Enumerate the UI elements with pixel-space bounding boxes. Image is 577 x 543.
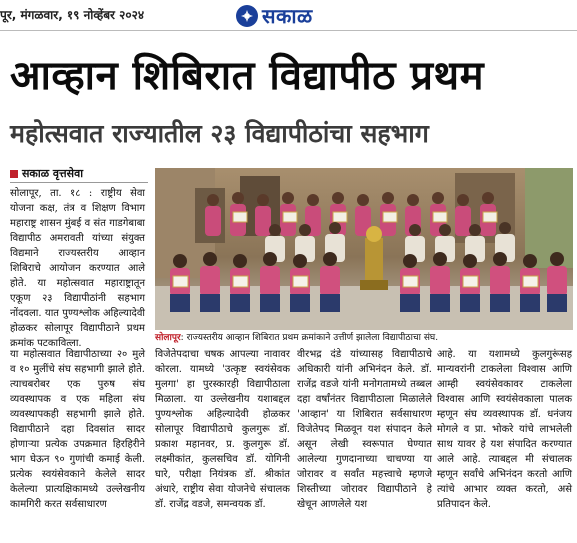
dateline: पूर, मंगळवार, १९ नोव्हेंबर २०२४ xyxy=(0,8,145,22)
body-column-4: आहे. या यशामध्ये कुलगुरूंसह मान्यवरांनी टाकलेला विश्वास आणि आम्ही स्वयंसेवकावर टाकलेला विश्वास आणि स्वयंसेवकाला पालक म्हणून संघ व्यवस्थापक डॉ. धनंजय मोगले व प्रा. भोकरे यांचे लाभलेली साथ यावर हे यश संपादित करण्यात आले आहे. त्याबद्दल मी संचालक म्हणून सर्वांचे अभिनंदन करतो आणि त्यांचे आभार व्यक्त करतो, असे प्रतिपादन केले. xyxy=(437,349,572,510)
lead-paragraph: सोलापूर, ता. १८ : राष्ट्रीय सेवा योजना कक्ष, तंत्र व शिक्षण विभाग महाराष्ट्र शासन मुंबई व संत गाडगेबाबा विद्यापीठ अमरावती यांच्या संयुक्त विद्यमाने राज्यस्तरीय आव्हान शिबिराचे आयोजन करण्यात आले होते. या महोत्सवात महाराष्ट्रातून एकूण २३ विद्यापीठांनी सहभाग नोंदवला. यात पुण्यश्लोक अहिल्यादेवी होळकर सोलापूर विद्यापीठाने प्रथम क्रमांक पटकावित्ला. xyxy=(10,188,145,349)
headline: आव्हान शिबिरात विद्यापीठ प्रथम xyxy=(10,53,485,99)
source-marker-icon xyxy=(10,170,18,178)
body-column-1: या महोत्सवात विद्यापीठाच्या २० मुले व १० मुलींचे संघ सहभागी झाले होते. त्याचबरोबर एक पुरुष संघ व्यवस्थापक व एक महिला संघ व्यवस्थापकही सहभागी झाले होते. विद्यापीठाने दहा दिवसांत सादर होणाऱ्या प्रत्येक उपक्रमात हिरहिरीने भाग घेऊन ९० गुणांची कमाई केली. प्रत्येक स्वयंसेवकाने केलेले सादर केलेल्या प्रात्यक्षिकामध्ये उल्लेखनीय कामगिरी करत सर्वसाधारण xyxy=(10,349,145,510)
team-photo-illustration xyxy=(155,168,573,330)
photo-caption xyxy=(155,331,573,345)
caption-place: सोलापूर xyxy=(155,333,181,343)
news-source xyxy=(10,166,83,181)
brand xyxy=(236,2,313,29)
caption-separator: : xyxy=(180,333,187,343)
subheadline: महोत्सवात राज्यातील २३ विद्यापीठांचा सहभाग xyxy=(10,119,429,148)
masthead xyxy=(0,0,577,31)
sakal-logo-icon xyxy=(236,5,258,27)
body-column-2: विजेतेपदाचा चषक आपल्या नावावर कोरला. यामध्ये 'उत्कृष्ट स्वयंसेवक मुलगा' हा पुरस्कारही विद्यापीठाला मिळाला. या उल्लेखनीय यशाबद्दल पुण्यश्लोक अहिल्यादेवी होळकर सोलापूर विद्यापीठाचे कुलगुरू डॉ. प्रकाश महानवर, प्र. कुलगुरू डॉ. लक्ष्मीकांत, कुलसचिव डॉ. योगिनी घारे, परीक्षा नियंत्रक डॉ. श्रीकांत अंधारे, राष्ट्रीय सेवा योजनेचे संचालक डॉ. राजेंद्र वडजे, समन्वयक डॉ. xyxy=(155,349,290,510)
divider xyxy=(10,182,148,183)
team-photo xyxy=(155,168,573,330)
source-label: सकाळ वृत्तसेवा xyxy=(22,167,84,180)
caption-text: राज्यस्तरीय आव्हान शिबिरात प्रथम क्रमांकाने उत्तीर्ण झालेला विद्यापीठाचा संघ. xyxy=(186,333,439,343)
brand-name: सकाळ xyxy=(262,4,313,28)
body-column-3: वीरभद्र दंडे यांच्यासह विद्यापीठाचे अधिकारी यांनी अभिनंदन केले. डॉ. राजेंद्र वडजे यांनी मनोगतामध्ये तब्बल दहा वर्षांनंतर विद्यापीठाला मिळालेले 'आव्हान' या शिबिरात सर्वसाधारण विजेतेपद मिळवून यश संपादन केले असून लेखी स्वरूपात घेण्यात आलेल्या गुणदानाच्या चाचण्या या जोरावर व सर्वांत महत्त्वाचे म्हणजे शिस्तीच्या जोरावर विद्यापीठाने हे खेचून आणलेले यश xyxy=(297,349,432,510)
